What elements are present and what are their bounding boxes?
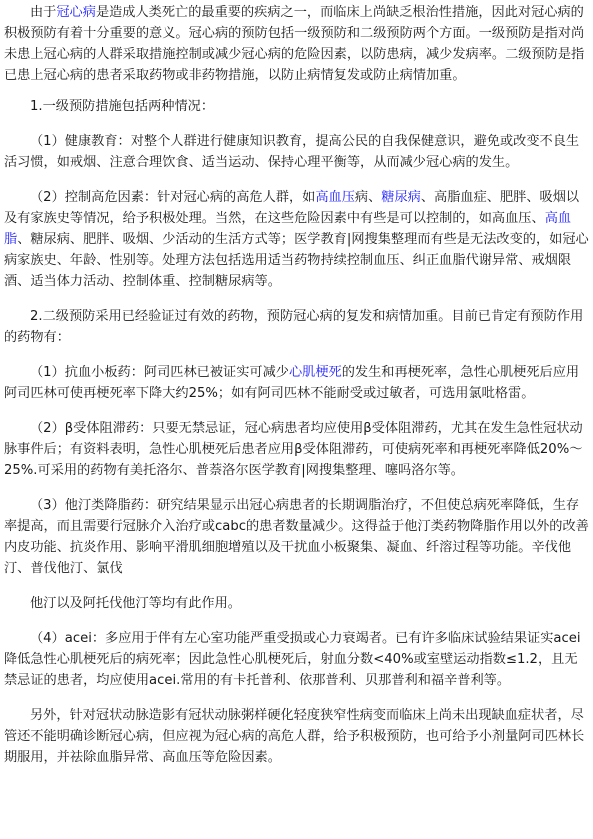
- keyword-link[interactable]: 糖尿病: [381, 190, 421, 205]
- paragraph-text: （1）健康教育：对整个人群进行健康知识教育，提高公民的自我保健意识，避免或改变不良生活习惯，如戒烟、注意合理饮食、适当运动、保持心理平衡等，从而减少冠心病的发生。: [4, 134, 580, 170]
- keyword-link[interactable]: 心肌梗死: [288, 365, 342, 380]
- article-paragraph: [4, 96, 589, 117]
- paragraph-text: 是造成人类死亡的最重要的疾病之一，而临床上尚缺乏根治性措施，因此对冠心病的积极预防有着十分重要的意义。冠心病的预防包括一级预防和二级预防两个方面。一级预防是指对尚未患上冠心病的人群采取措施控制或减少冠心病的危险因素，以防患病，减少发病率。二级预防是指已患上冠心病的患者采取药物或非药物措施，以防止病情复发或防止病情加重。: [4, 5, 585, 83]
- paragraph-text: 病、: [354, 190, 382, 205]
- article-paragraph: [4, 418, 589, 481]
- paragraph-text: （3）他汀类降脂药：研究结果显示出冠心病患者的长期调脂治疗，不但使总病死率降低，生存率提高，而且需要行冠脉介入治疗或cabc的患者数量减少。这得益于他汀类药物降脂作用以外的改善内皮功能、抗炎作用、影响平滑肌细胞增殖以及干扰血小板聚集、凝血、纤溶过程等功能。辛伐他汀、普伐他汀、氯伐: [4, 498, 589, 576]
- paragraph-text: 的发生和再梗死率，急性心肌梗死后应用阿司匹林可使再梗死率下降大约25%；如有阿司匹林不能耐受或过敏者，可选用氯吡格雷。: [4, 365, 580, 401]
- paragraph-text: 由于: [30, 5, 57, 20]
- paragraph-text: 他汀以及阿托伐他汀等均有此作用。: [30, 596, 241, 611]
- article-paragraph: [4, 593, 589, 614]
- article-paragraph: [4, 2, 589, 86]
- article-paragraph: [4, 131, 589, 173]
- article-paragraph: [4, 628, 589, 691]
- paragraph-text: （2）β受体阻滞药：只要无禁忌证，冠心病患者均应使用β受体阻滞药，尤其在发生急性冠状动脉事件后；有资料表明，急性心肌梗死后患者应用β受体阻滞药，可使病死率和再梗死率降低20%～25%.可采用的药物有美托洛尔、普萘洛尔医学教育|网搜集整理、噻吗洛尔等。: [4, 421, 583, 478]
- paragraph-text: 1.一级预防措施包括两种情况：: [30, 99, 215, 114]
- keyword-link[interactable]: 冠心病: [56, 5, 96, 20]
- keyword-link[interactable]: 高血压: [315, 190, 355, 205]
- paragraph-text: 另外，针对冠状动脉造影有冠状动脉粥样硬化轻度狭窄性病变而临床上尚未出现缺血症状者，尽管还不能明确诊断冠心病，但应视为冠心病的高危人群，给予积极预防，也可给予小剂量阿司匹林长期服用，并祛除血脂异常、高血压等危险因素。: [4, 708, 585, 765]
- article-paragraph: [4, 495, 589, 579]
- article-paragraph: [4, 306, 589, 348]
- paragraph-text: （4）acei：多应用于伴有左心室功能严重受损或心力衰竭者。已有许多临床试验结果证实acei降低急性心肌梗死后的病死率；因此急性心肌梗死后，射血分数<40%或室壁运动指数≤1.2，且无禁忌证的患者，均应使用acei.常用的有卡托普利、依那普利、贝那普利和福辛普利等。: [4, 631, 581, 688]
- paragraph-text: （2）控制高危因素：针对冠心病的高危人群，如: [30, 190, 316, 205]
- keyword-link[interactable]: 高血脂: [4, 211, 572, 247]
- article-paragraph: [4, 362, 589, 404]
- paragraph-text: （1）抗血小板药：阿司匹林已被证实可减少: [30, 365, 289, 380]
- paragraph-text: 、糖尿病、肥胖、吸烟、少活动的生活方式等；医学教育|网搜集整理而有些是无法改变的，如冠心病家族史、年龄、性别等。处理方法包括选用适当药物持续控制血压、纠正血脂代谢异常、戒烟限酒、适当体力活动、控制体重、控制糖尿病等。: [4, 232, 589, 289]
- paragraph-text: 、高脂血症、肥胖、吸烟以及有家族史等情况，给予积极处理。当然，在这些危险因素中有些是可以控制的，如高血压、: [4, 190, 580, 226]
- article-paragraph: [4, 705, 589, 768]
- paragraph-text: 2.二级预防采用已经验证过有效的药物，预防冠心病的复发和病情加重。目前已肯定有预防作用的药物有：: [4, 309, 584, 345]
- article-paragraph: [4, 187, 589, 292]
